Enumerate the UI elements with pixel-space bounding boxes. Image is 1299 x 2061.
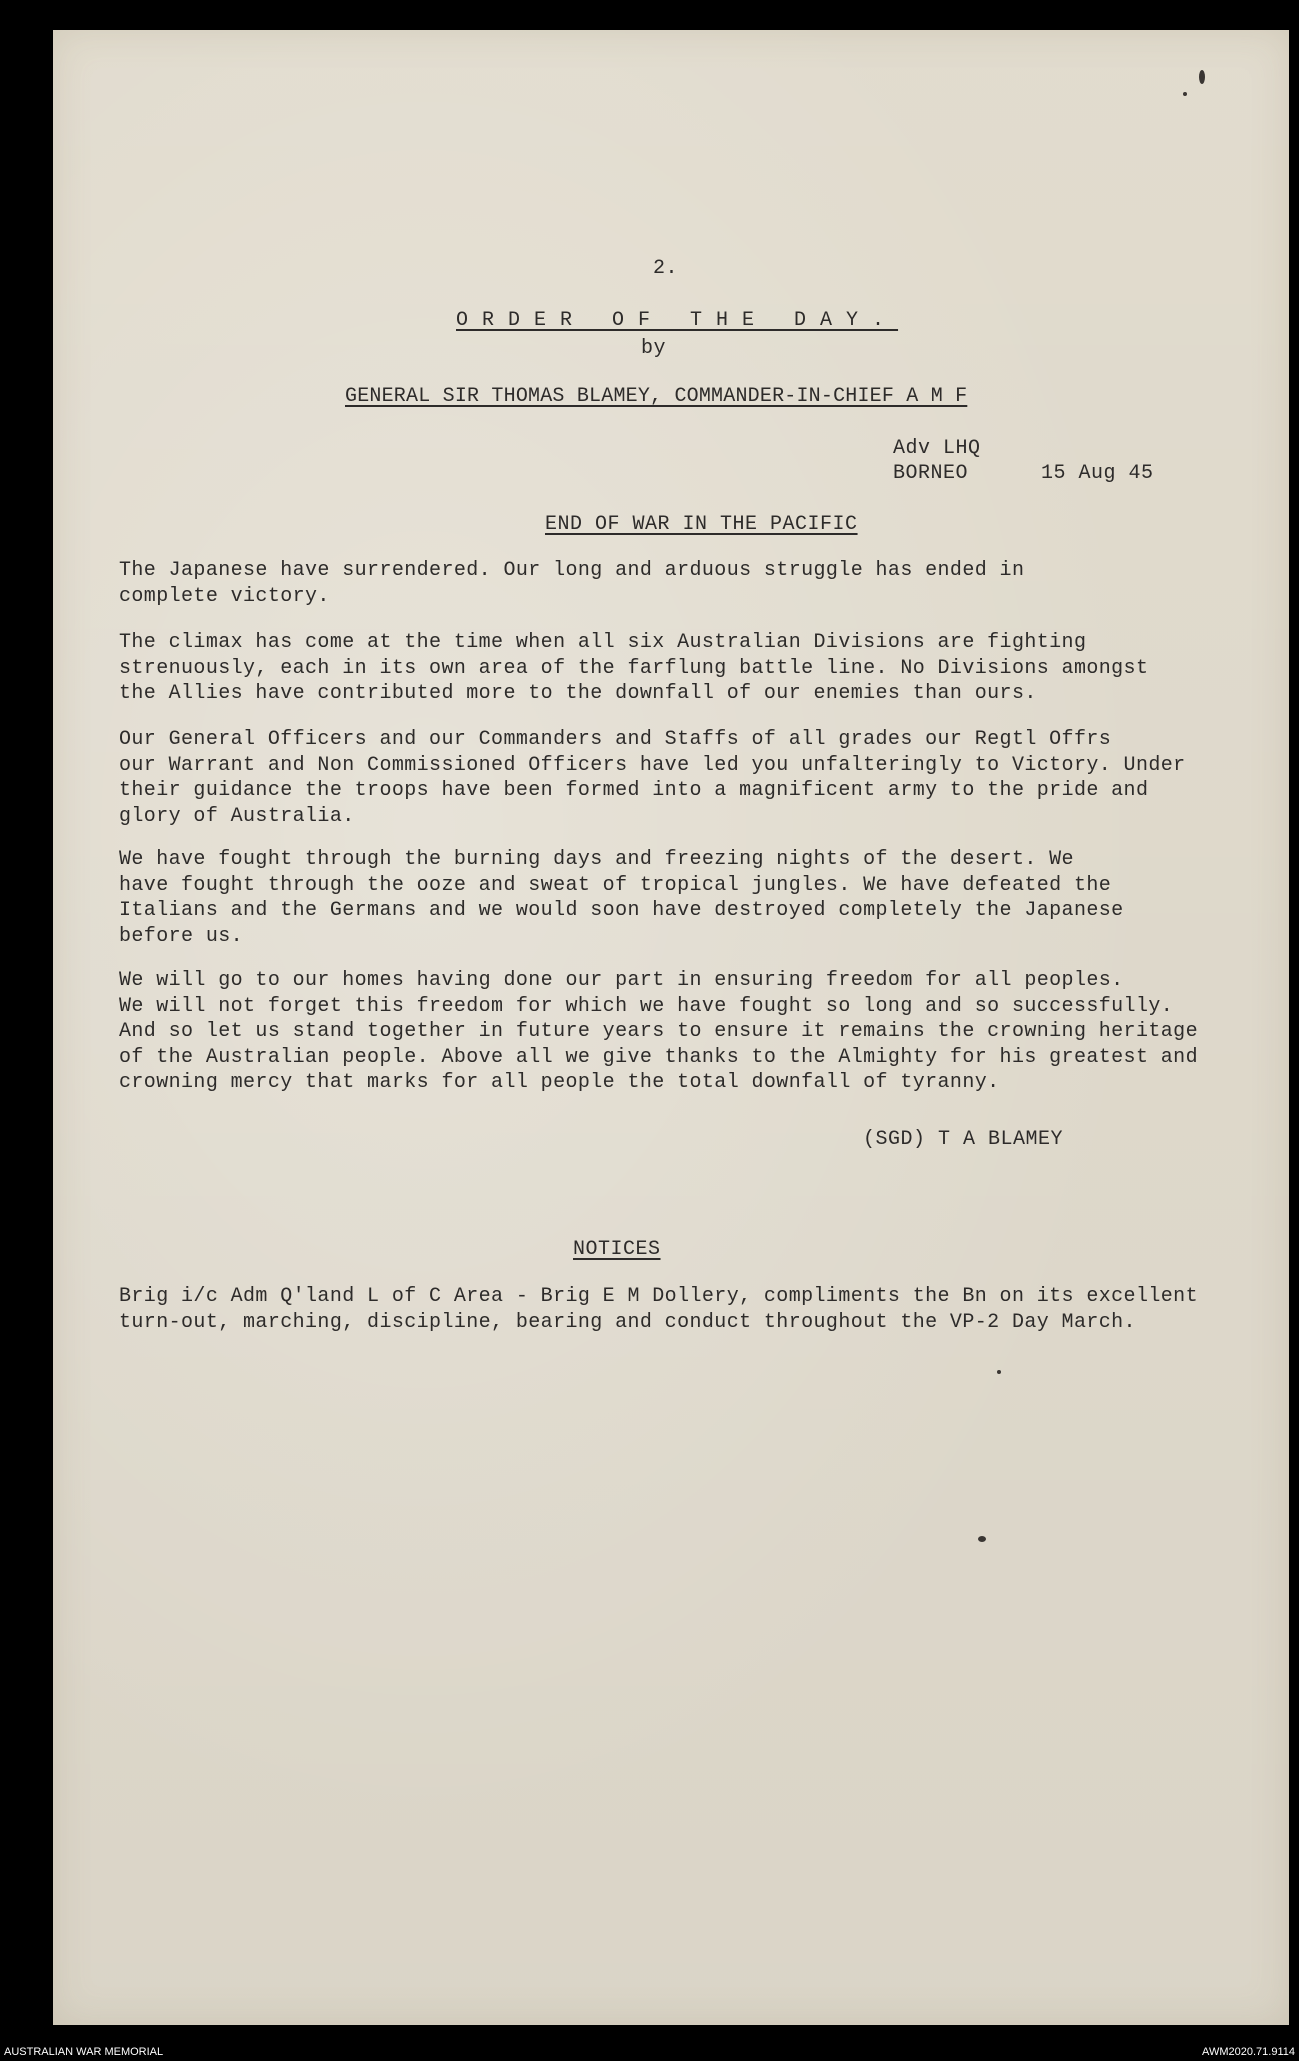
date-label: 15 Aug 45 [1041, 462, 1154, 485]
paragraph-3: Our General Officers and our Commanders and Staffs of all grades our Regtl Offrs our Warrant and Non Commissioned Officers have led you unfalteringly to Victory. Under their guidance the troops have been formed into a magnificent army to the pride and glory of Australia. [119, 728, 1186, 828]
paragraph-2: The climax has come at the time when all six Australian Divisions are fighting strenuously, each in its own area of the farflung battle line. No Divisions amongst the Allies have contributed more to the downfall of our enemies than ours. [119, 631, 1149, 705]
author-line: GENERAL SIR THOMAS BLAMEY, COMMANDER-IN-CHIEF A M F [345, 385, 968, 408]
document-page [53, 30, 1289, 2025]
paragraph-1: The Japanese have surrendered. Our long and arduous struggle has ended in complete victory. [119, 559, 1025, 608]
hq-label: Adv LHQ [893, 437, 981, 460]
footer-right: AWM2020.71.9114 [1202, 2046, 1295, 2058]
by-line: by [641, 337, 667, 360]
paragraph-5: We will go to our homes having done our part in ensuring freedom for all peoples. We will not forget this freedom for which we have fought so long and so successfully. And so let us stand together in future years to ensure it remains the crowning heritage of the Australian people. Above all we give thanks to the Almighty for his greatest and crowning mercy that marks for all people the total downfall of tyranny. [119, 969, 1198, 1094]
signature: (SGD) T A BLAMEY [863, 1128, 1064, 1151]
page-number: 2. [653, 257, 679, 280]
section-subtitle: END OF WAR IN THE PACIFIC [545, 513, 858, 536]
document-heading: ORDER OF THE DAY. [456, 309, 899, 332]
paragraph-4: We have fought through the burning days and freezing nights of the desert. We have fought through the ooze and sweat of tropical jungles. We have defeated the Italians and the Germans and we would soon have destroyed completely the Japanese before us. [119, 848, 1124, 948]
location-label: BORNEO [893, 462, 969, 485]
notice-text: Brig i/c Adm Q'land L of C Area - Brig E M Dollery, compliments the Bn on its excellent turn-out, marching, discipline, bearing and conduct throughout the VP-2 Day March. [119, 1285, 1198, 1334]
ink-spot [997, 1370, 1001, 1374]
ink-spot [978, 1536, 986, 1542]
footer-left: AUSTRALIAN WAR MEMORIAL [4, 2046, 164, 2058]
notices-heading: NOTICES [573, 1238, 661, 1261]
ink-spot [1183, 92, 1187, 96]
ink-spot [1199, 70, 1205, 84]
